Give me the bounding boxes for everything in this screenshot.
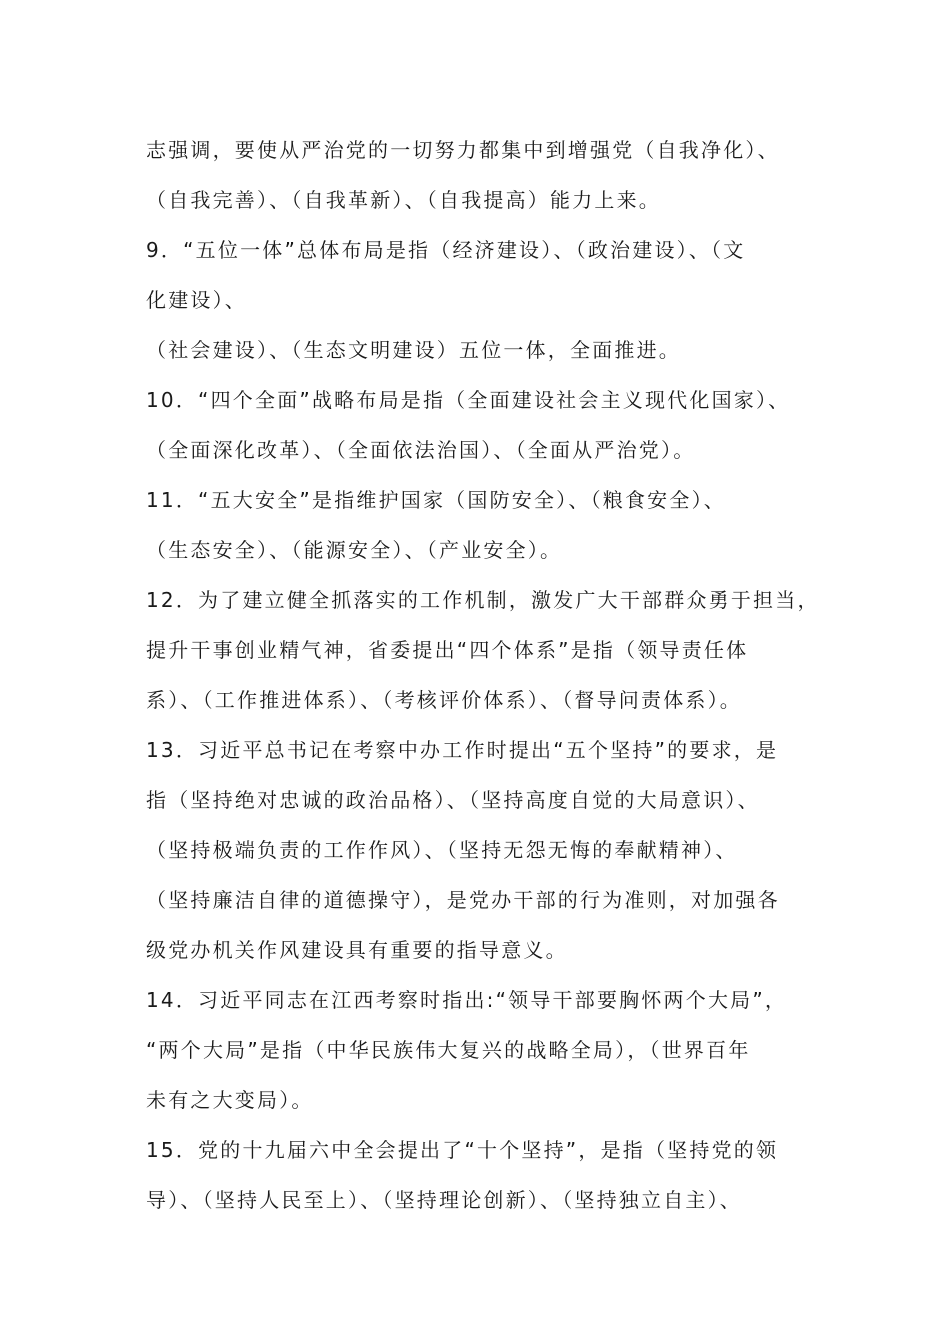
- text-line: 级党办机关作风建设具有重要的指导意义。: [146, 938, 568, 962]
- text-line: 12．为了建立健全抓落实的工作机制，激发广大干部群众勇于担当，: [146, 588, 820, 612]
- text-line: （全面深化改革）、（全面依法治国）、（全面从严治党）。: [146, 438, 696, 462]
- text-line: （社会建设）、（生态文明建设）五位一体，全面推进。: [146, 338, 681, 362]
- text-line: 14．习近平同志在江西考察时指出:“领导干部要胸怀两个大局”，: [146, 988, 788, 1012]
- text-line: 10．“四个全面”战略布局是指（全面建设社会主义现代化国家）、: [146, 388, 791, 412]
- text-line: 提升干事创业精气神，省委提出“四个体系”是指（领导责任体: [146, 638, 749, 662]
- text-line: 未有之大变局）。: [146, 1088, 314, 1112]
- text-line: （坚持极端负责的工作作风）、（坚持无怨无悔的奉献精神）、: [146, 838, 738, 862]
- text-line: （自我完善）、（自我革新）、（自我提高）能力上来。: [146, 188, 661, 212]
- text-line: 系）、（工作推进体系）、（考核评价体系）、（督导问责体系）。: [146, 688, 742, 712]
- text-line: 13．习近平总书记在考察中办工作时提出“五个坚持”的要求，是: [146, 738, 779, 762]
- text-line: 指（坚持绝对忠诚的政治品格）、（坚持高度自觉的大局意识）、: [146, 788, 760, 812]
- text-line: “两个大局”是指（中华民族伟大复兴的战略全局），（世界百年: [146, 1038, 751, 1062]
- text-line: 9．“五位一体”总体布局是指（经济建设）、（政治建设）、（文: [146, 238, 746, 262]
- text-line: （生态安全）、（能源安全）、（产业安全）。: [146, 538, 563, 562]
- text-line: 化建设）、: [146, 288, 247, 312]
- text-line: 志强调，要使从严治党的一切努力都集中到增强党（自我净化）、: [146, 138, 780, 162]
- text-line: （坚持廉洁自律的道德操守），是党办干部的行为准则，对加强各: [146, 888, 780, 912]
- text-line: 导）、（坚持人民至上）、（坚持理论创新）、（坚持独立自主）、: [146, 1188, 742, 1212]
- text-line: 15．党的十九届六中全会提出了“十个坚持”，是指（坚持党的领: [146, 1138, 779, 1162]
- text-line: 11．“五大安全”是指维护国家（国防安全）、（粮食安全）、: [146, 488, 726, 512]
